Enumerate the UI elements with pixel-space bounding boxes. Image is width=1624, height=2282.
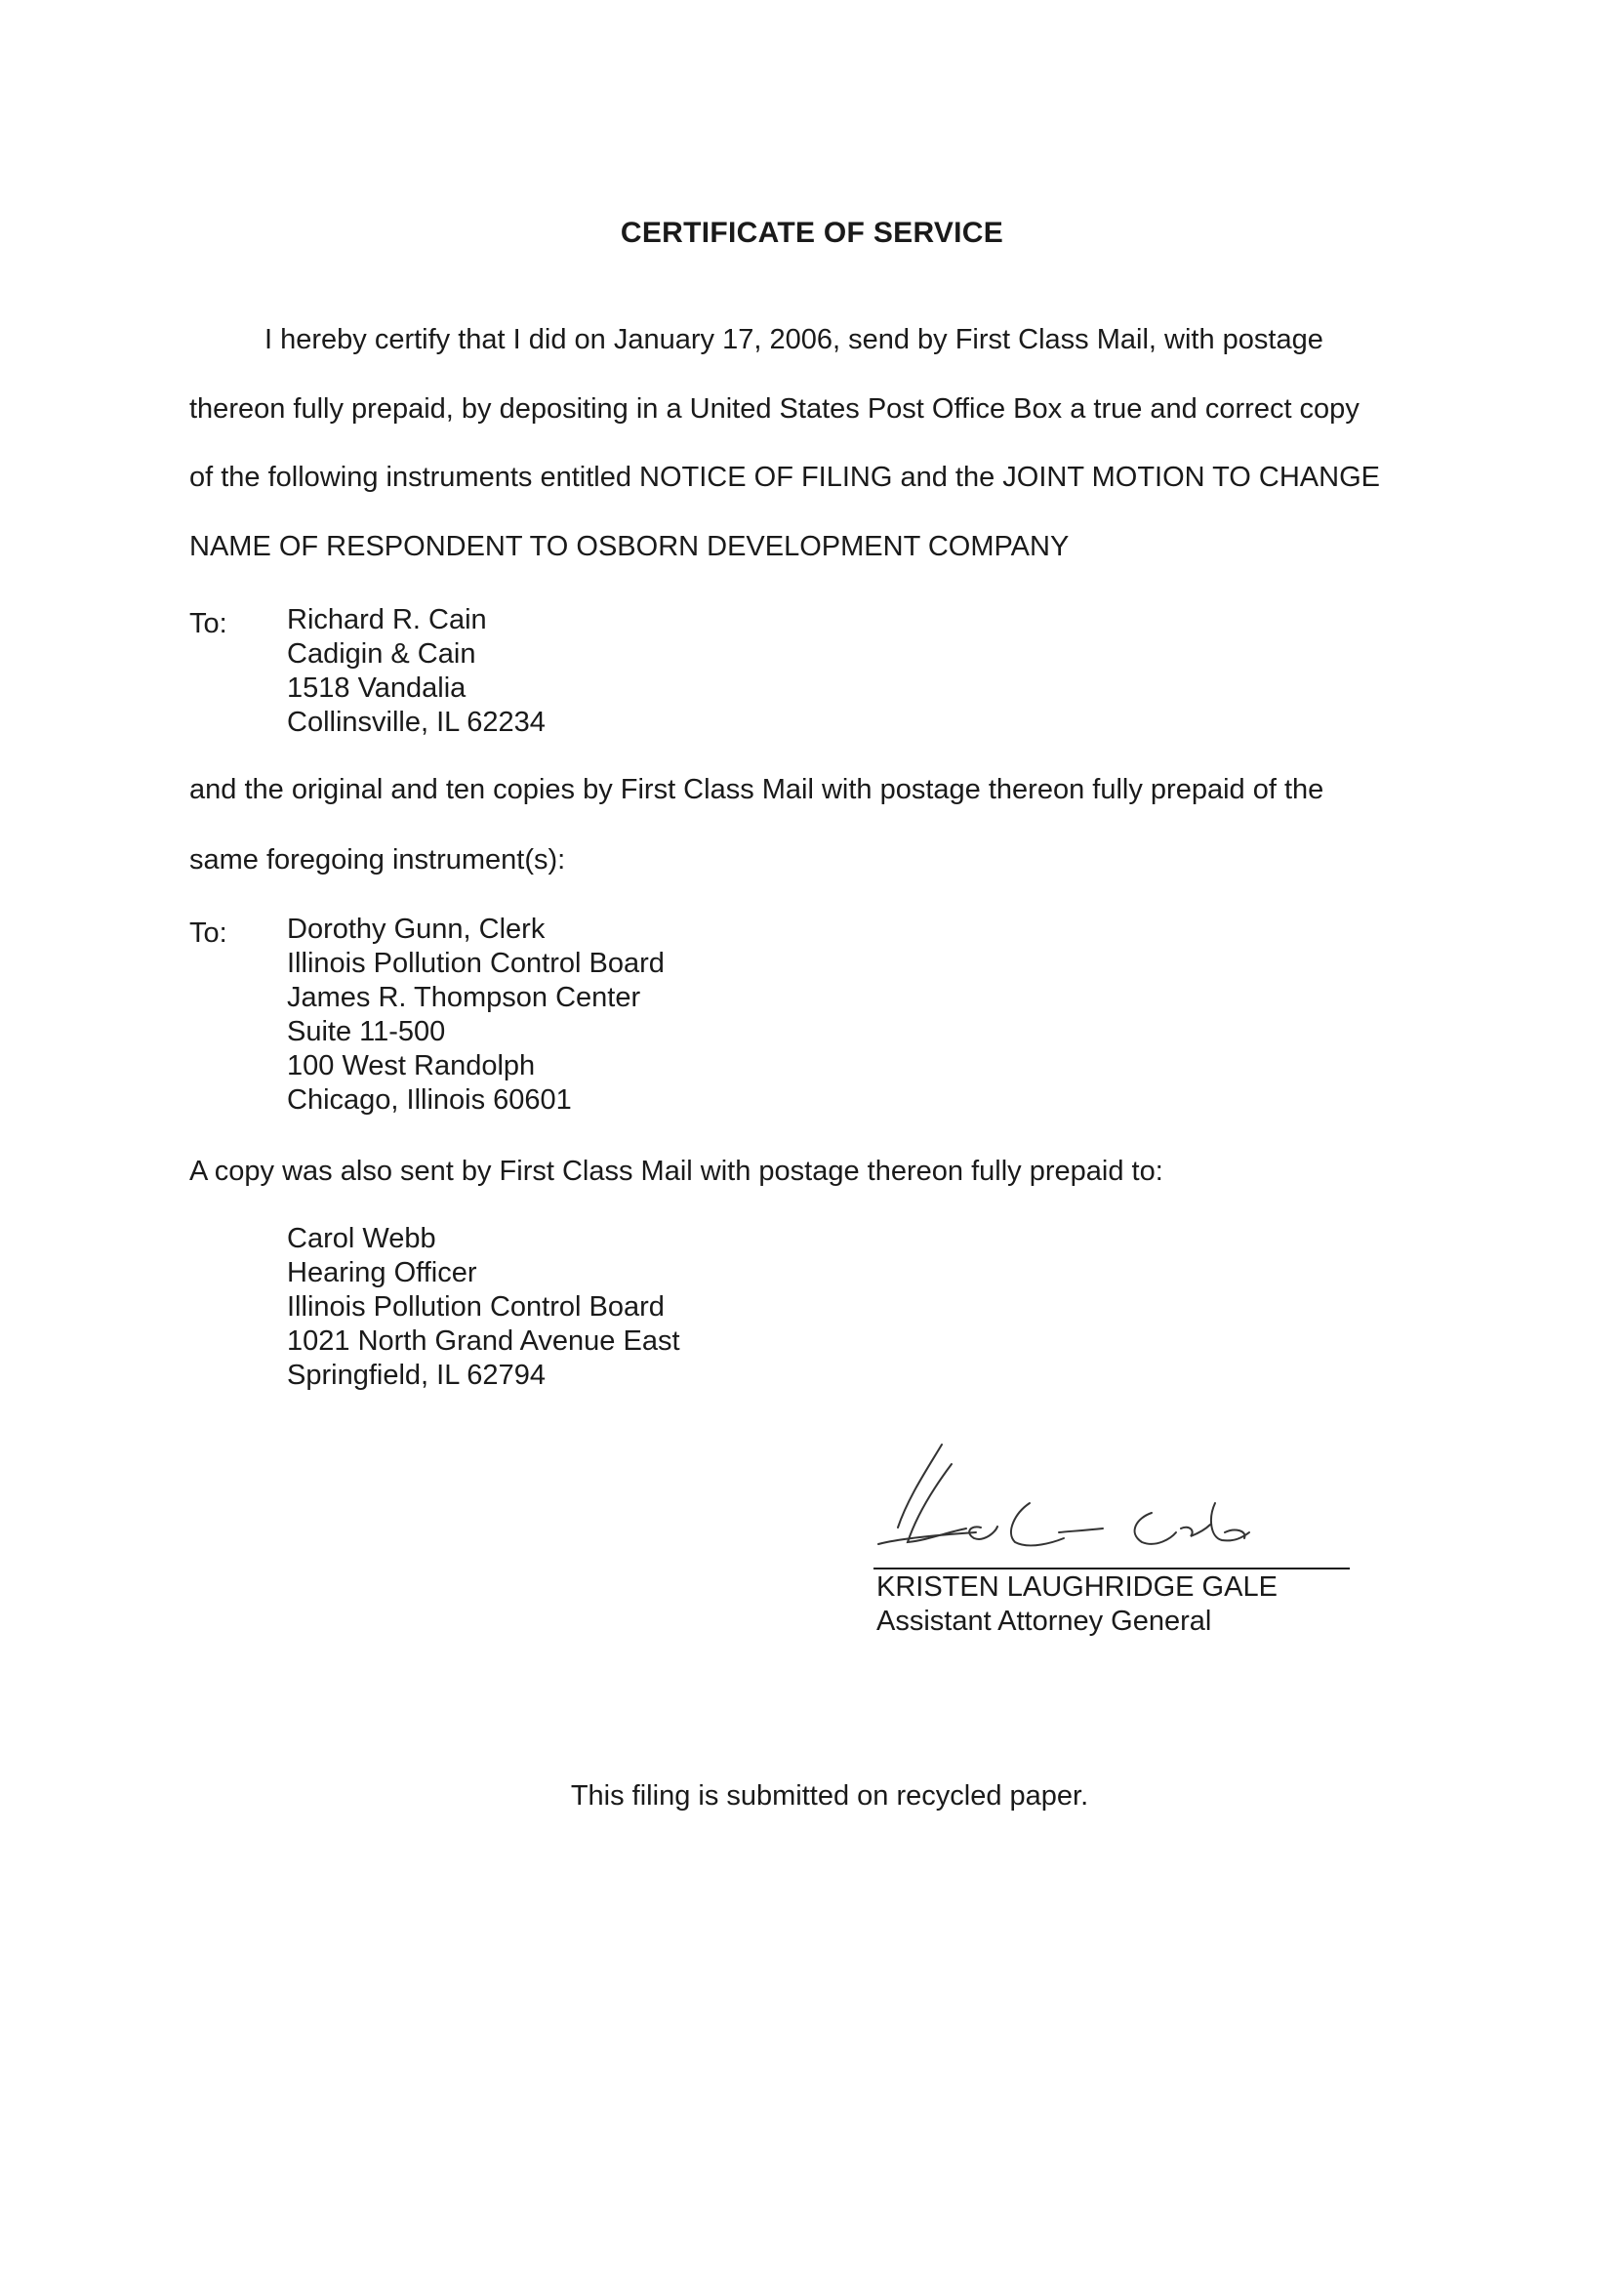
recipient-1-address [287,603,546,740]
body-line-1: I hereby certify that I did on January 17, 2006, send by First Class Mail, with postage [264,324,1323,355]
recycled-paper-note: This filing is submitted on recycled paper. [570,1780,1089,1812]
address-line: Hearing Officer [287,1257,477,1288]
address-line: Richard R. Cain [287,604,487,635]
recipient-3-address [287,1222,680,1393]
body-line-3: of the following instruments entitled NOTICE OF FILING and the JOINT MOTION TO CHANGE [189,462,1380,493]
middle-line-2: same foregoing instrument(s): [189,844,566,876]
document-title: CERTIFICATE OF SERVICE [620,217,1004,249]
address-line: 1021 North Grand Avenue East [287,1325,680,1357]
signer-block [876,1570,1278,1639]
middle-line-1: and the original and ten copies by First Class Mail with postage thereon fully prepaid of the [189,774,1324,805]
address-line: Cadigin & Cain [287,638,476,670]
address-line: 1518 Vandalia [287,672,467,704]
address-line: Collinsville, IL 62234 [287,707,546,738]
address-line: Chicago, Illinois 60601 [287,1084,572,1116]
address-line: Springfield, IL 62794 [287,1360,546,1391]
signature-line [873,1568,1350,1569]
signer-title: Assistant Attorney General [876,1606,1212,1637]
body-line-2: thereon fully prepaid, by depositing in a United States Post Office Box a true and correct copy [189,393,1360,425]
recipient-1-label: To: [189,608,227,639]
address-line: Suite 11-500 [287,1016,446,1047]
address-line: Illinois Pollution Control Board [287,948,665,979]
address-line: Dorothy Gunn, Clerk [287,914,546,945]
recipient-2-label: To: [189,917,227,949]
address-line: Carol Webb [287,1223,436,1254]
body-line-4: NAME OF RESPONDENT TO OSBORN DEVELOPMENT COMPANY [189,531,1070,562]
signer-name: KRISTEN LAUGHRIDGE GALE [876,1571,1278,1603]
handwritten-signature [859,1435,1288,1571]
copy-line: A copy was also sent by First Class Mail with postage thereon fully prepaid to: [189,1156,1163,1187]
address-line: 100 West Randolph [287,1050,536,1081]
address-line: James R. Thompson Center [287,982,641,1013]
address-line: Illinois Pollution Control Board [287,1291,665,1323]
recipient-2-address [287,913,665,1118]
